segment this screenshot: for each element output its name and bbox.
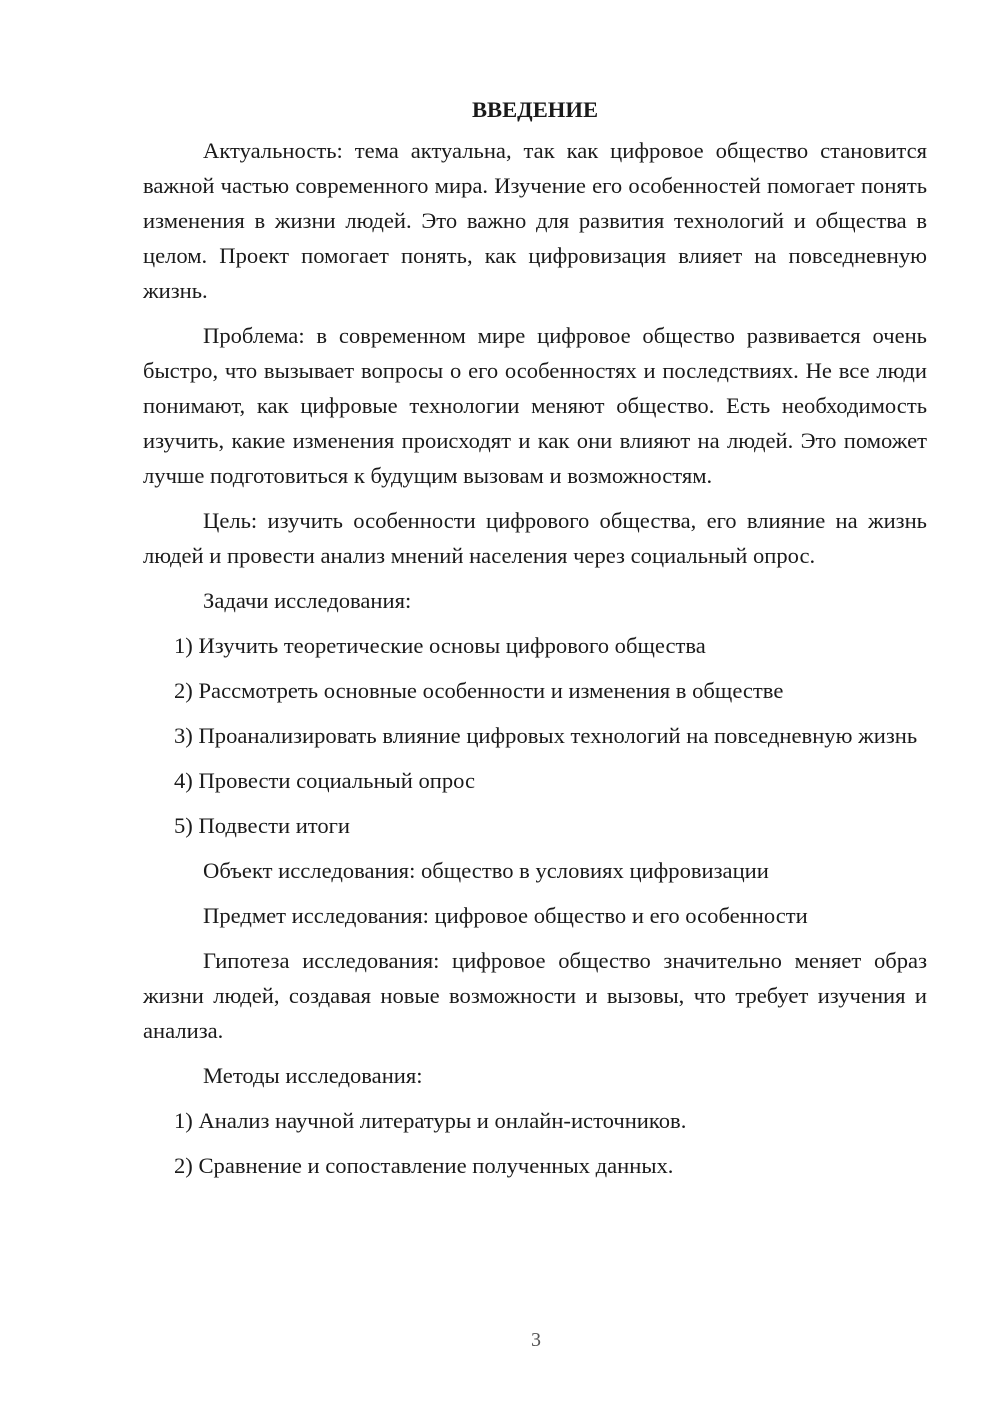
task-item-5: 5) Подвести итоги bbox=[174, 813, 351, 838]
problem-paragraph: Проблема: в современном мире цифровое общество развивается очень быстро, что вызывает вопросы о его особенностях и последствиях. Не все люди понимают, как цифровые технологии меняют общество. Есть необходимость изучить, какие изменения происходят и как они влияют на людей. Это поможет лучше подготовиться к будущим вызовам и возможностям. bbox=[143, 323, 927, 488]
page-number: 3 bbox=[531, 1329, 541, 1351]
method-item-2: 2) Сравнение и сопоставление полученных данных. bbox=[174, 1153, 674, 1178]
subject-paragraph: Предмет исследования: цифровое общество и его особенности bbox=[203, 903, 808, 928]
methods-label: Методы исследования: bbox=[203, 1063, 423, 1088]
page-content bbox=[143, 92, 927, 1193]
task-item-3: 3) Проанализировать влияние цифровых технологий на повседневную жизнь bbox=[174, 723, 918, 748]
task-item-1: 1) Изучить теоретические основы цифрового общества bbox=[174, 633, 706, 658]
method-item-1: 1) Анализ научной литературы и онлайн-источников. bbox=[174, 1108, 687, 1133]
section-heading: ВВЕДЕНИЕ bbox=[471, 97, 599, 122]
goal-paragraph: Цель: изучить особенности цифрового общества, его влияние на жизнь людей и провести анализ мнений населения через социальный опрос. bbox=[143, 508, 927, 568]
object-paragraph: Объект исследования: общество в условиях цифровизации bbox=[203, 858, 769, 883]
relevance-paragraph: Актуальность: тема актуальна, так как цифровое общество становится важной частью современного мира. Изучение его особенностей помогает понять изменения в жизни людей. Это важно для развития технологий и общества в целом. Проект помогает понять, как цифровизация влияет на повседневную жизнь. bbox=[143, 138, 927, 303]
tasks-label: Задачи исследования: bbox=[203, 588, 412, 613]
task-item-4: 4) Провести социальный опрос bbox=[174, 768, 476, 793]
task-item-2: 2) Рассмотреть основные особенности и изменения в обществе bbox=[174, 678, 784, 703]
hypothesis-paragraph: Гипотеза исследования: цифровое общество значительно меняет образ жизни людей, создавая новые возможности и вызовы, что требует изучения и анализа. bbox=[143, 948, 927, 1043]
